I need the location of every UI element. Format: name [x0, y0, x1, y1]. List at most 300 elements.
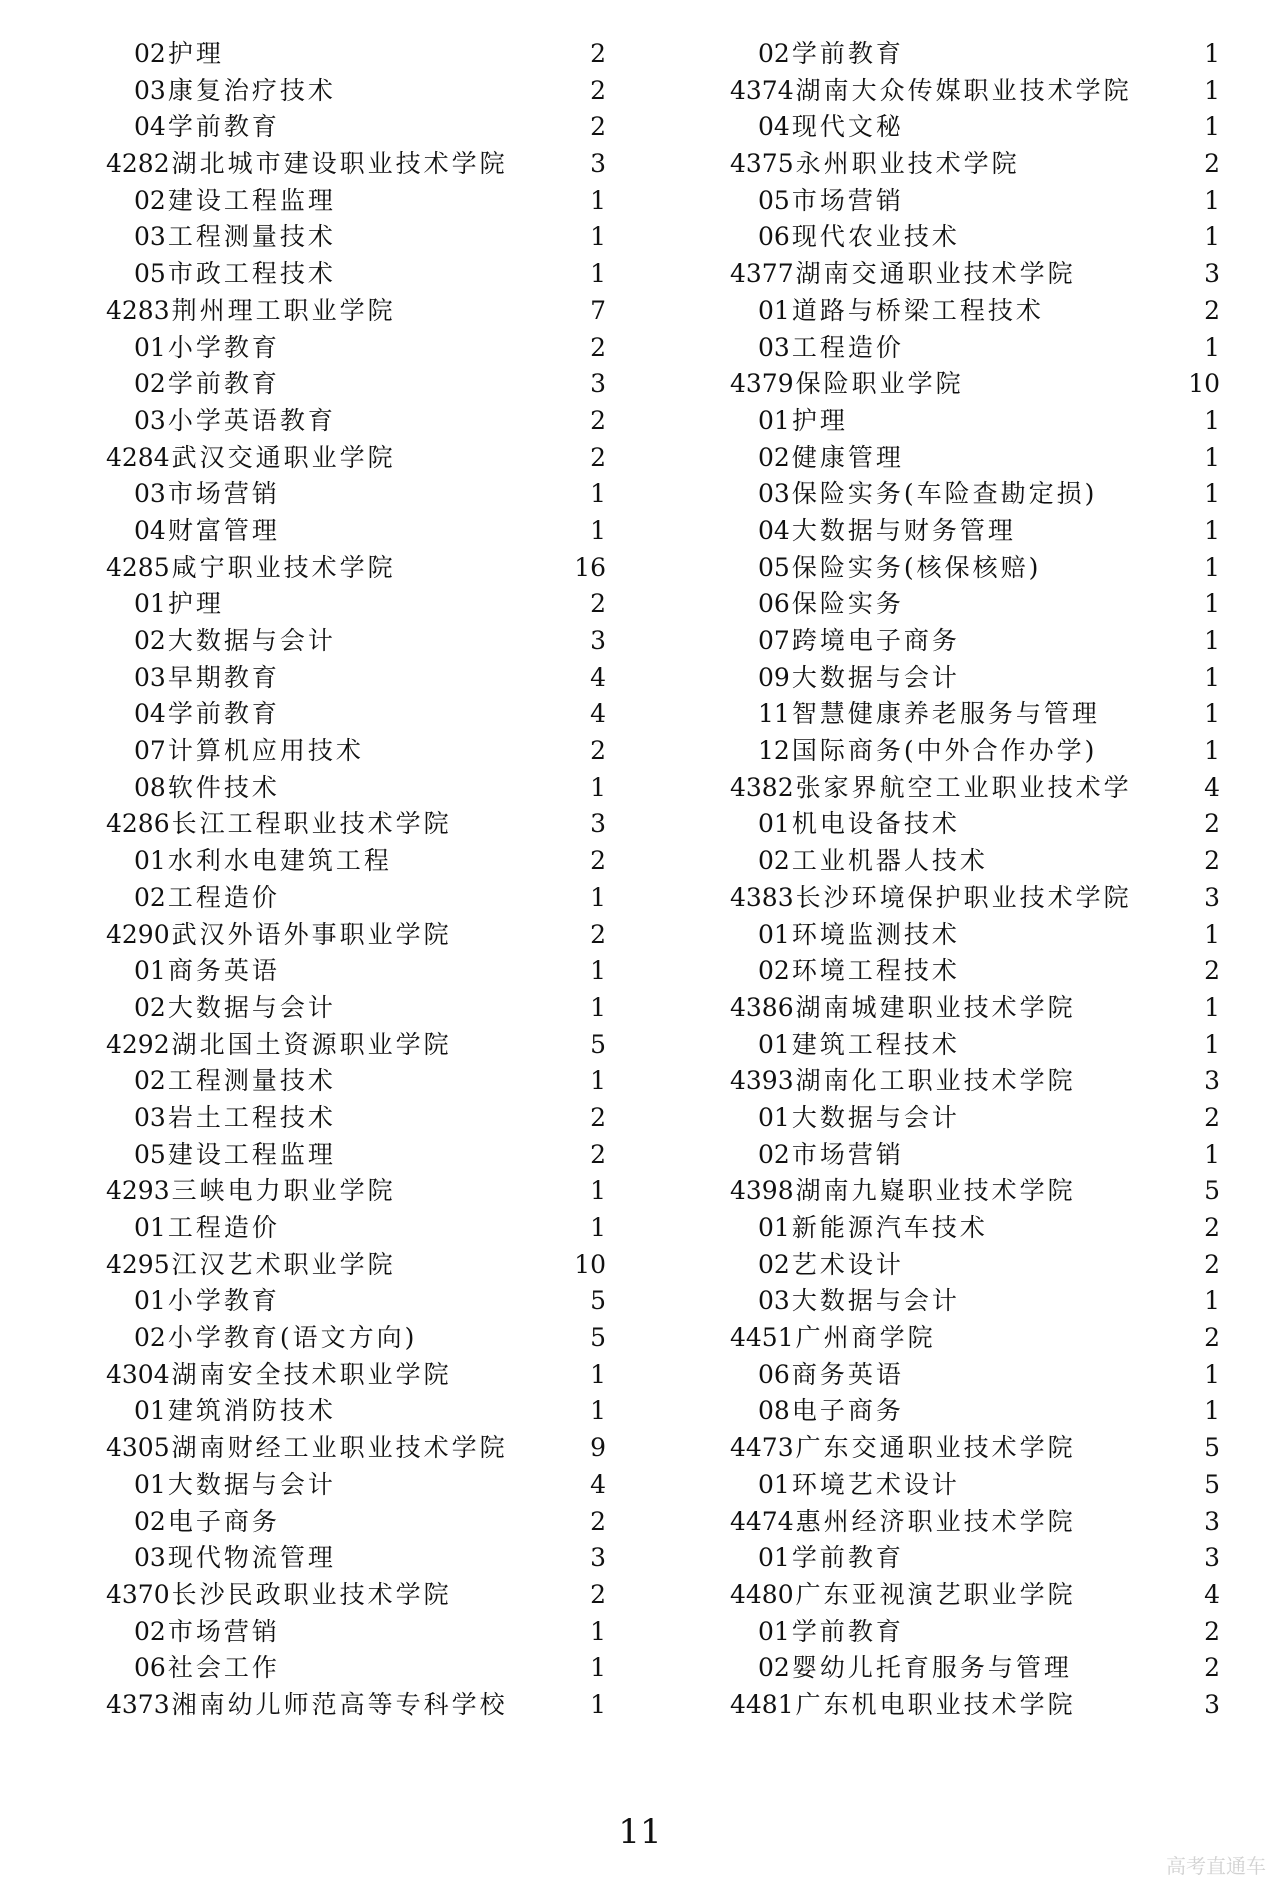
major-row [730, 36, 1220, 73]
school-row [106, 917, 606, 954]
major-code: 03 [134, 75, 166, 105]
plan-count: 16 [574, 552, 606, 582]
major-code: 03 [134, 405, 166, 435]
school-name: 永州职业技术学院 [795, 149, 1020, 179]
plan-count: 2 [590, 332, 606, 362]
plan-count: 2 [590, 846, 606, 876]
plan-count: 3 [590, 626, 606, 655]
plan-count: 1 [590, 992, 606, 1022]
major-code: 04 [134, 699, 166, 729]
major-row [730, 586, 1220, 623]
major-row [730, 1614, 1220, 1651]
school-name: 湖南九嶷职业技术学院 [795, 1176, 1076, 1206]
school-code: 4285 [106, 552, 170, 582]
major-code: 03 [134, 1102, 166, 1132]
major-row [106, 1210, 606, 1247]
plan-count: 4 [590, 662, 606, 692]
school-row [106, 440, 606, 477]
watermark-text: 高考直通车 [1166, 1854, 1266, 1878]
school-row [106, 293, 606, 330]
plan-count: 2 [590, 736, 606, 766]
right-column [730, 36, 1220, 1724]
plan-count: 3 [590, 1543, 606, 1573]
major-name: 市政工程技术 [167, 259, 336, 289]
major-row [106, 73, 606, 110]
major-row [730, 513, 1220, 550]
plan-count: 4 [1204, 1579, 1220, 1609]
school-row [730, 366, 1220, 403]
major-row [106, 476, 606, 513]
major-name: 小学英语教育 [167, 405, 336, 435]
plan-count: 2 [1204, 956, 1220, 986]
major-row [106, 953, 606, 990]
school-code: 4370 [106, 1579, 170, 1609]
major-code: 06 [758, 222, 790, 252]
school-code: 4451 [730, 1323, 794, 1353]
major-row [730, 403, 1220, 440]
school-name: 武汉外语外事职业学院 [171, 919, 452, 949]
major-row [106, 1504, 606, 1541]
plan-count: 5 [1204, 1433, 1220, 1463]
left-column [106, 36, 606, 1724]
major-name: 社会工作 [167, 1653, 280, 1683]
major-code: 02 [134, 39, 166, 68]
major-row [730, 109, 1220, 146]
plan-count: 2 [590, 1139, 606, 1169]
plan-count: 1 [590, 1616, 606, 1646]
school-row [730, 146, 1220, 183]
major-name: 建筑工程技术 [791, 1029, 960, 1059]
major-row [106, 1063, 606, 1100]
major-code: 02 [134, 369, 166, 399]
plan-count: 2 [1204, 1249, 1220, 1279]
plan-count: 1 [1204, 589, 1220, 619]
plan-count: 1 [590, 259, 606, 289]
plan-count: 1 [590, 222, 606, 252]
plan-count: 2 [1204, 295, 1220, 325]
plan-count: 3 [590, 149, 606, 179]
major-name: 现代物流管理 [167, 1543, 336, 1573]
major-name: 学前教育 [167, 369, 280, 399]
major-row [106, 1540, 606, 1577]
major-name: 市场营销 [167, 1616, 280, 1646]
school-row [730, 1687, 1220, 1724]
major-code: 02 [134, 626, 166, 655]
major-name: 环境艺术设计 [791, 1469, 960, 1499]
major-code: 01 [758, 809, 790, 839]
major-row [106, 1100, 606, 1137]
plan-count: 1 [590, 515, 606, 545]
major-row [106, 623, 606, 660]
major-row [730, 843, 1220, 880]
major-name: 道路与桥梁工程技术 [791, 295, 1044, 325]
plan-count: 7 [590, 295, 606, 325]
major-name: 康复治疗技术 [167, 75, 336, 105]
plan-count: 1 [1204, 75, 1220, 105]
school-code: 4286 [106, 809, 170, 839]
school-code: 4393 [730, 1066, 794, 1096]
plan-count: 3 [1204, 1066, 1220, 1096]
major-code: 01 [134, 1469, 166, 1499]
major-name: 大数据与会计 [791, 662, 960, 692]
major-name: 工程造价 [167, 1213, 280, 1242]
major-name: 小学教育 [167, 332, 280, 362]
major-row [106, 990, 606, 1027]
major-name: 工程造价 [791, 332, 904, 362]
major-row [106, 843, 606, 880]
school-name: 保险职业学院 [795, 369, 964, 399]
major-name: 国际商务(中外合作办学) [791, 736, 1098, 766]
major-code: 03 [134, 222, 166, 252]
major-code: 02 [134, 992, 166, 1022]
major-code: 06 [134, 1653, 166, 1683]
school-row [730, 1173, 1220, 1210]
school-code: 4473 [730, 1433, 794, 1463]
major-row [106, 183, 606, 220]
plan-count: 1 [1204, 479, 1220, 509]
major-code: 03 [758, 479, 790, 509]
major-row [730, 917, 1220, 954]
plan-count: 1 [590, 1359, 606, 1389]
school-code: 4480 [730, 1579, 794, 1609]
school-name: 荆州理工职业学院 [171, 295, 396, 325]
major-code: 07 [758, 626, 790, 655]
major-name: 保险实务(车险查勘定损) [791, 479, 1098, 509]
page-number: 11 [618, 1812, 662, 1852]
plan-count: 1 [1204, 185, 1220, 215]
major-name: 现代文秘 [791, 112, 904, 142]
major-row [730, 330, 1220, 367]
school-code: 4474 [730, 1506, 794, 1536]
major-code: 01 [758, 1469, 790, 1499]
school-row [730, 256, 1220, 293]
major-row [106, 1467, 606, 1504]
school-name: 湖南大众传媒职业技术学院 [795, 75, 1132, 105]
plan-count: 1 [1204, 1359, 1220, 1389]
school-name: 长江工程职业技术学院 [171, 809, 452, 839]
school-code: 4284 [106, 442, 170, 472]
major-name: 环境工程技术 [791, 956, 960, 986]
major-row [730, 1467, 1220, 1504]
major-row [106, 403, 606, 440]
major-name: 机电设备技术 [791, 809, 960, 839]
school-name: 湖南安全技术职业学院 [171, 1359, 452, 1389]
school-code: 4305 [106, 1433, 170, 1463]
major-name: 大数据与会计 [167, 626, 336, 655]
major-name: 市场营销 [167, 479, 280, 509]
plan-count: 5 [1204, 1176, 1220, 1206]
major-row [730, 623, 1220, 660]
major-name: 婴幼儿托育服务与管理 [791, 1653, 1072, 1683]
plan-count: 10 [574, 1249, 606, 1279]
school-name: 湖北城市建设职业技术学院 [171, 149, 508, 179]
major-name: 健康管理 [791, 442, 904, 472]
school-name: 广东机电职业技术学院 [795, 1689, 1076, 1719]
plan-count: 5 [590, 1286, 606, 1316]
major-name: 建设工程监理 [167, 185, 336, 215]
plan-count: 3 [590, 369, 606, 399]
school-code: 4374 [730, 75, 794, 105]
plan-count: 1 [1204, 626, 1220, 655]
major-row [730, 219, 1220, 256]
school-name: 湖北国土资源职业学院 [171, 1029, 452, 1059]
major-code: 03 [758, 1286, 790, 1316]
major-row [730, 1100, 1220, 1137]
major-code: 01 [758, 405, 790, 435]
major-row [730, 1247, 1220, 1284]
plan-count: 2 [590, 1579, 606, 1609]
plan-count: 1 [1204, 736, 1220, 766]
major-code: 02 [134, 1323, 166, 1353]
major-code: 09 [758, 662, 790, 692]
plan-count: 1 [1204, 442, 1220, 472]
plan-count: 3 [1204, 259, 1220, 289]
major-code: 02 [758, 1653, 790, 1683]
school-row [730, 990, 1220, 1027]
major-name: 工程测量技术 [167, 222, 336, 252]
plan-count: 1 [590, 1689, 606, 1719]
plan-count: 1 [1204, 515, 1220, 545]
plan-count: 1 [1204, 552, 1220, 582]
major-code: 05 [758, 552, 790, 582]
school-code: 4293 [106, 1176, 170, 1206]
major-name: 学前教育 [791, 1616, 904, 1646]
plan-count: 4 [590, 1469, 606, 1499]
school-row [106, 146, 606, 183]
major-name: 环境监测技术 [791, 919, 960, 949]
major-code: 08 [758, 1396, 790, 1426]
school-name: 三峡电力职业学院 [171, 1176, 396, 1206]
major-row [106, 256, 606, 293]
major-name: 保险实务 [791, 589, 904, 619]
major-name: 建设工程监理 [167, 1139, 336, 1169]
major-row [106, 696, 606, 733]
major-row [730, 1540, 1220, 1577]
major-name: 智慧健康养老服务与管理 [791, 699, 1100, 729]
major-code: 01 [134, 846, 166, 876]
major-code: 01 [134, 332, 166, 362]
school-row [730, 880, 1220, 917]
major-name: 学前教育 [791, 1543, 904, 1573]
major-row [730, 806, 1220, 843]
major-name: 市场营销 [791, 185, 904, 215]
plan-count: 1 [590, 1653, 606, 1683]
school-code: 4282 [106, 149, 170, 179]
major-row [730, 550, 1220, 587]
school-row [730, 1504, 1220, 1541]
school-code: 4383 [730, 882, 794, 912]
major-code: 02 [758, 39, 790, 68]
major-name: 软件技术 [167, 772, 280, 802]
major-row [106, 366, 606, 403]
major-name: 计算机应用技术 [167, 736, 364, 766]
major-name: 工程测量技术 [167, 1066, 336, 1096]
major-code: 02 [758, 1139, 790, 1169]
school-code: 4377 [730, 259, 794, 289]
major-name: 学前教育 [791, 39, 904, 68]
major-code: 05 [134, 259, 166, 289]
school-name: 湖南财经工业职业技术学院 [171, 1433, 508, 1463]
plan-count: 3 [1204, 1543, 1220, 1573]
major-code: 06 [758, 589, 790, 619]
plan-count: 2 [590, 442, 606, 472]
plan-count: 5 [590, 1323, 606, 1353]
plan-count: 1 [1204, 1139, 1220, 1169]
major-name: 护理 [791, 405, 848, 435]
major-row [730, 1357, 1220, 1394]
major-name: 水利水电建筑工程 [167, 846, 392, 876]
plan-count: 9 [590, 1433, 606, 1463]
major-row [730, 1210, 1220, 1247]
plan-count: 1 [590, 772, 606, 802]
major-name: 工程造价 [167, 882, 280, 912]
major-code: 05 [134, 1139, 166, 1169]
major-code: 01 [134, 956, 166, 986]
plan-count: 1 [590, 882, 606, 912]
school-name: 武汉交通职业学院 [171, 442, 396, 472]
major-name: 护理 [167, 39, 224, 68]
major-code: 05 [758, 185, 790, 215]
major-name: 新能源汽车技术 [791, 1213, 988, 1242]
plan-count: 3 [1204, 882, 1220, 912]
school-row [106, 1687, 606, 1724]
school-code: 4283 [106, 295, 170, 325]
major-code: 01 [134, 1286, 166, 1316]
plan-count: 1 [1204, 992, 1220, 1022]
plan-count: 2 [590, 1102, 606, 1132]
major-row [106, 880, 606, 917]
major-row [106, 1320, 606, 1357]
major-row [106, 330, 606, 367]
school-row [106, 1430, 606, 1467]
major-code: 04 [134, 515, 166, 545]
major-name: 大数据与财务管理 [791, 515, 1016, 545]
plan-count: 1 [590, 1066, 606, 1096]
school-row [730, 73, 1220, 110]
plan-count: 1 [1204, 1029, 1220, 1059]
major-row [730, 1393, 1220, 1430]
major-name: 大数据与会计 [167, 992, 336, 1022]
school-code: 4382 [730, 772, 794, 802]
school-name: 广东亚视演艺职业学院 [795, 1579, 1076, 1609]
school-row [106, 550, 606, 587]
major-code: 02 [758, 846, 790, 876]
major-row [730, 660, 1220, 697]
major-name: 早期教育 [167, 662, 280, 692]
major-row [106, 660, 606, 697]
major-name: 小学教育 [167, 1286, 280, 1316]
major-code: 02 [758, 1249, 790, 1279]
major-code: 01 [758, 1616, 790, 1646]
major-code: 02 [134, 1616, 166, 1646]
major-row [106, 770, 606, 807]
school-code: 4375 [730, 149, 794, 179]
major-code: 01 [134, 1213, 166, 1242]
major-name: 市场营销 [791, 1139, 904, 1169]
school-code: 4386 [730, 992, 794, 1022]
plan-count: 3 [590, 809, 606, 839]
school-name: 江汉艺术职业学院 [171, 1249, 396, 1279]
major-code: 03 [758, 332, 790, 362]
major-row [106, 1283, 606, 1320]
major-name: 财富管理 [167, 515, 280, 545]
major-code: 02 [134, 1066, 166, 1096]
plan-count: 4 [1204, 772, 1220, 802]
major-row [730, 183, 1220, 220]
major-row [106, 586, 606, 623]
plan-count: 3 [1204, 1689, 1220, 1719]
major-row [730, 696, 1220, 733]
plan-count: 2 [590, 112, 606, 142]
plan-count: 1 [1204, 332, 1220, 362]
plan-count: 2 [590, 39, 606, 68]
major-code: 02 [758, 442, 790, 472]
plan-count: 2 [590, 405, 606, 435]
plan-count: 2 [590, 589, 606, 619]
major-row [106, 1650, 606, 1687]
plan-count: 1 [590, 479, 606, 509]
school-row [730, 770, 1220, 807]
major-code: 01 [758, 919, 790, 949]
plan-count: 2 [1204, 1102, 1220, 1132]
plan-count: 10 [1188, 369, 1220, 399]
plan-count: 2 [1204, 1616, 1220, 1646]
major-code: 01 [134, 1396, 166, 1426]
major-code: 02 [134, 882, 166, 912]
school-row [106, 1357, 606, 1394]
school-name: 咸宁职业技术学院 [171, 552, 396, 582]
school-row [106, 1027, 606, 1064]
plan-count: 2 [590, 919, 606, 949]
plan-count: 1 [590, 185, 606, 215]
major-code: 12 [758, 736, 790, 766]
school-code: 4292 [106, 1029, 170, 1059]
major-name: 大数据与会计 [791, 1102, 960, 1132]
school-name: 湖南城建职业技术学院 [795, 992, 1076, 1022]
plan-count: 1 [1204, 919, 1220, 949]
major-name: 建筑消防技术 [167, 1396, 336, 1426]
plan-count: 2 [1204, 809, 1220, 839]
school-name: 湘南幼儿师范高等专科学校 [171, 1689, 508, 1719]
major-row [106, 36, 606, 73]
school-row [730, 1577, 1220, 1614]
plan-count: 1 [1204, 405, 1220, 435]
school-name: 长沙环境保护职业技术学院 [795, 882, 1132, 912]
major-code: 01 [758, 1213, 790, 1242]
major-code: 07 [134, 736, 166, 766]
major-name: 保险实务(核保核赔) [791, 552, 1042, 582]
major-code: 06 [758, 1359, 790, 1389]
major-row [106, 1137, 606, 1174]
school-code: 4379 [730, 369, 794, 399]
plan-count: 1 [1204, 39, 1220, 68]
plan-count: 2 [1204, 1323, 1220, 1353]
major-code: 04 [134, 112, 166, 142]
plan-count: 1 [590, 1213, 606, 1242]
plan-count: 1 [590, 956, 606, 986]
major-row [730, 1027, 1220, 1064]
major-code: 11 [758, 699, 790, 729]
major-name: 跨境电子商务 [791, 626, 960, 655]
school-code: 4304 [106, 1359, 170, 1389]
major-code: 04 [758, 112, 790, 142]
major-name: 艺术设计 [791, 1249, 904, 1279]
school-code: 4373 [106, 1689, 170, 1719]
school-name: 湖南化工职业技术学院 [795, 1066, 1076, 1096]
school-name: 广州商学院 [795, 1323, 936, 1353]
school-row [106, 1247, 606, 1284]
major-code: 01 [758, 1029, 790, 1059]
